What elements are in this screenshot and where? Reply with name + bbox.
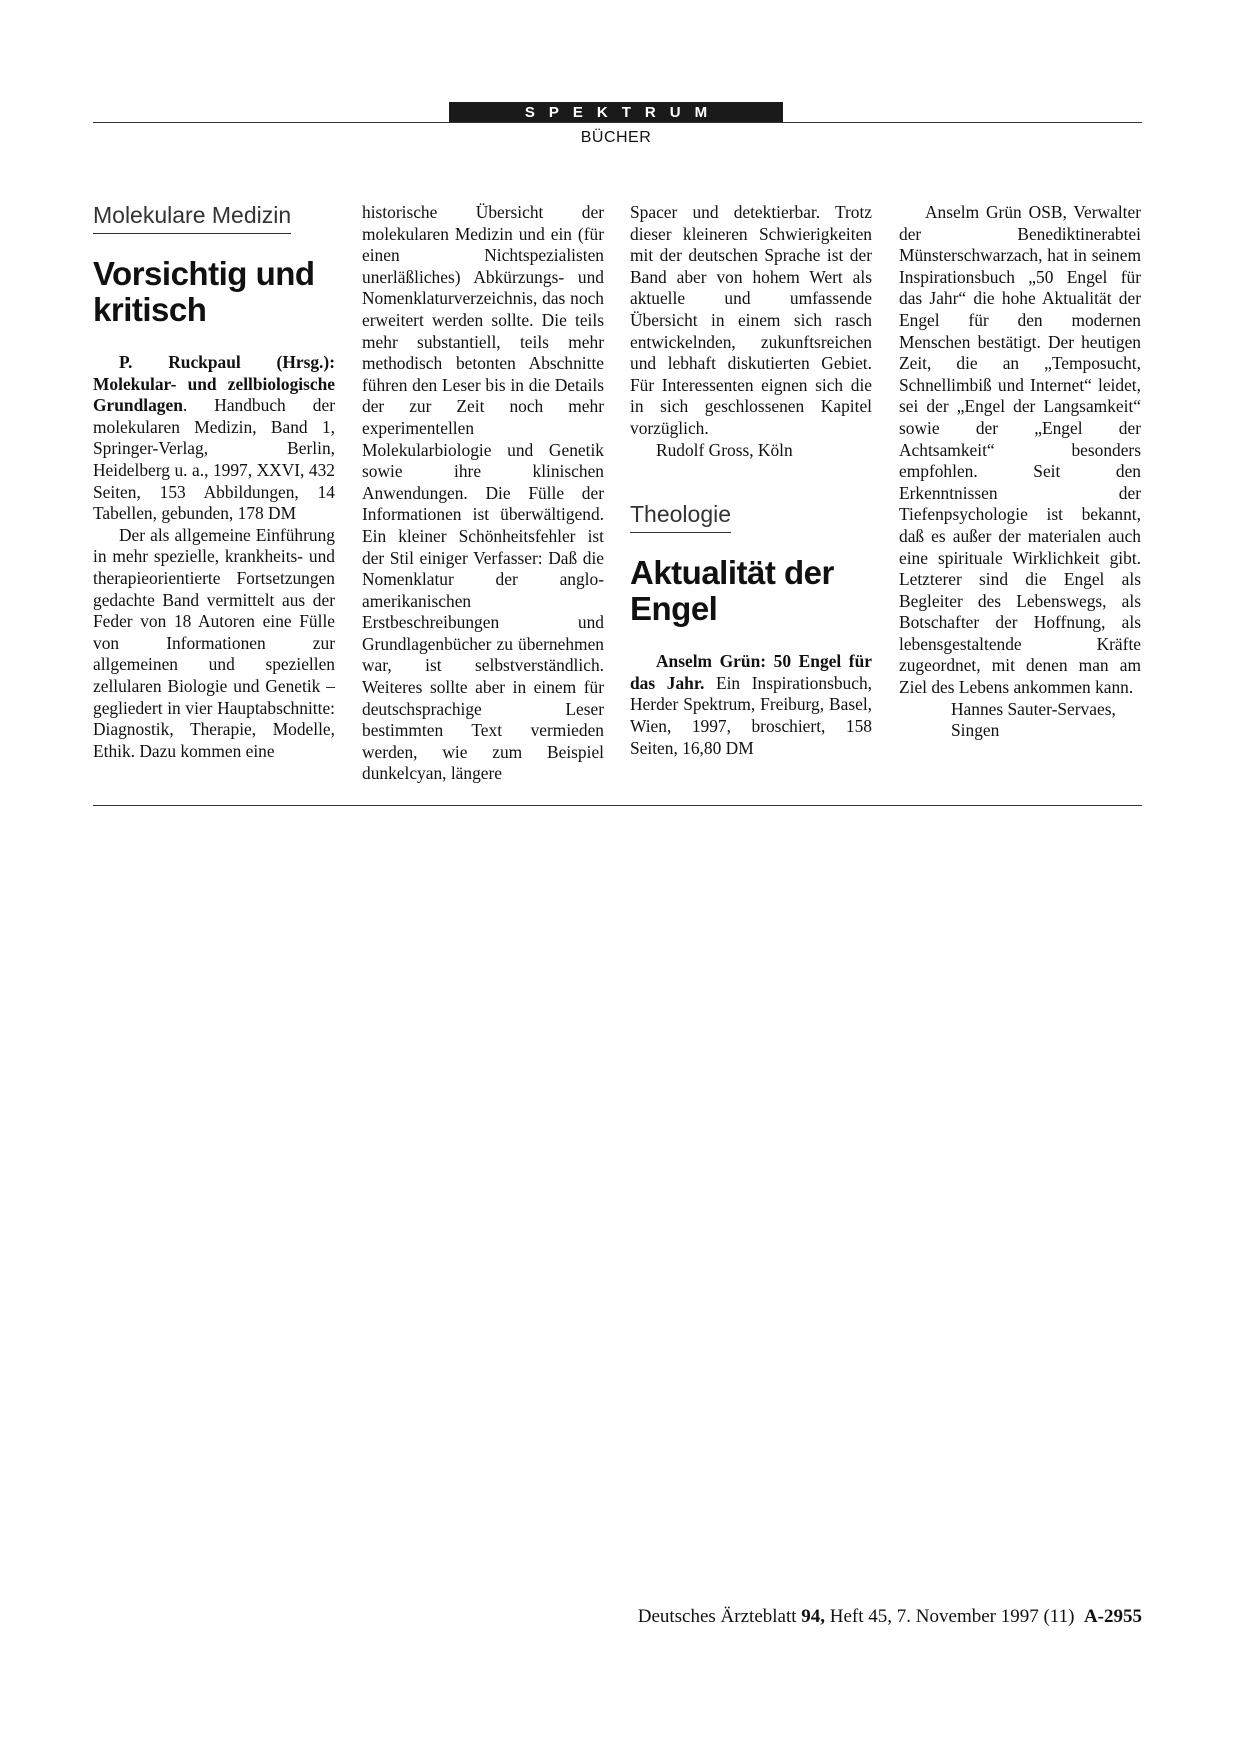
page-number: A-2955 [1083,1606,1142,1627]
column-1 [93,202,335,762]
citation-bold: Anselm Grün: 50 Engel für das Jahr. [630,651,872,693]
citation-rest: Ein Inspirationsbuch, Herder Spektrum, Freiburg, Basel, Wien, 1997, broschiert, 158 Seiten, 16,80 DM [630,672,872,758]
paragraph: Spacer und detektierbar. Trotz dieser kleineren Schwierigkeiten mit der deutschen Sprache ist der Band aber von hohem Wert als aktuelle und umfassende Übersicht in einem sich rasch entwickelnden, zukunftsreichen und lebhaft diskutierten Gebiet. Für Interessenten eignen sich die in sich geschlossenen Kapitel vorzüglich. [630,202,872,438]
body-article-2 [899,202,1141,742]
paragraph: historische Übersicht der molekularen Medizin und ein (für einen Nichtspezialisten unerläßliches) Abkürzungs- und Nomenklaturverzeichnis, das noch erweitert werden sollte. Die teils mehr substantiell, teils mehr methodisch betonten Abschnitte führen den Leser bis in die Details der zur Zeit noch mehr experimentellen Molekularbiologie und Genetik sowie ihre klinischen Anwendungen. Die Fülle der Informationen ist überwältigend. Ein kleiner Schönheitsfehler ist der Stil einiger Verfasser: Daß die Nomenklatur der anglo-amerikanischen Erstbeschreibungen und Grundlagenbücher zu übernehmen war, ist selbstverständlich. Weiteres sollte aber in einem für deutschsprachige Leser bestimmten Text vermieden werden, wie zum Beispiel dunkelcyan, längere [362,202,604,784]
section-title: SPEKTRUM [524,104,722,121]
citation-article-2 [630,651,872,759]
body-article-1-col1 [93,352,335,762]
citation-article-1 [93,352,335,525]
header-rule [93,122,1142,123]
bottom-rule [93,805,1142,806]
headline-article-2: Aktualität der Engel [630,554,834,628]
journal-issue: Heft 45, 7. November 1997 (11) [829,1606,1075,1627]
paragraph: Anselm Grün OSB, Verwalter der Benediktinerabtei Münsterschwarzach, hat in seinem Inspirationsbuch „50 Engel für das Jahr“ die hohe Aktualität der Engel für den modernen Menschen bestätigt. Der heutigen Zeit, die an „Temposucht, Schnellimbiß und Internet“ leidet, sei der „Engel der Langsamkeit“ sowie der „Engel der Achtsamkeit“ besonders empfohlen. Seit den Erkenntnissen der Tiefenpsychologie ist bekannt, daß es außer der materialen auch eine spirituale Wirklichkeit gibt. Letzterer sind die Engel als Begleiter des Lebenswegs, als Botschafter der Hoffnung, als lebensgestaltende Kräfte zugeordnet, mit denen man am Ziel des Lebens ankommen kann. [899,202,1141,698]
citation-bold: P. Ruckpaul (Hrsg.): Molekular- und zellbiologische Grundlagen [93,352,335,416]
column-4 [899,202,1141,742]
author-article-1: Rudolf Gross, Köln [656,439,793,460]
section-band [449,102,783,123]
paragraph: Der als allgemeine Einführung in mehr spezielle, krankheits- und therapieorientierte Fortsetzungen gedachte Band vermittelt aus der Feder von 18 Autoren eine Fülle von Informationen zur allgemeinen und speziellen zellularen Biologie und Genetik – gegliedert in vier Hauptabschnitte: Diagnostik, Therapie, Modelle, Ethik. Dazu kommen eine [93,524,335,761]
rubric-theologie: Theologie [630,501,731,533]
column-3 [630,202,872,759]
body-article-1-col2 [362,202,604,785]
author-article-2-line2: Singen [951,720,1000,741]
rubric-molekulare-medizin: Molekulare Medizin [93,202,291,234]
column-2 [362,202,604,785]
journal-name: Deutsches Ärzteblatt [637,1606,797,1627]
author-article-2-line1: Hannes Sauter-Servaes, [951,698,1116,719]
headline-article-1: Vorsichtig und kritisch [93,255,315,328]
body-article-1-col3 [630,202,872,461]
page-footer [638,1606,1142,1628]
citation-rest: . Handbuch der molekularen Medizin, Band 1, Springer-Verlag, Berlin, Heidelberg u. a., 1997, XXVI, 432 Seiten, 153 Abbildungen, 14 Tabellen, gebunden, 178 DM [93,395,335,524]
subsection-title: BÜCHER [580,129,652,146]
journal-volume: 94, [801,1606,826,1627]
body-article-2-citation [630,651,872,759]
